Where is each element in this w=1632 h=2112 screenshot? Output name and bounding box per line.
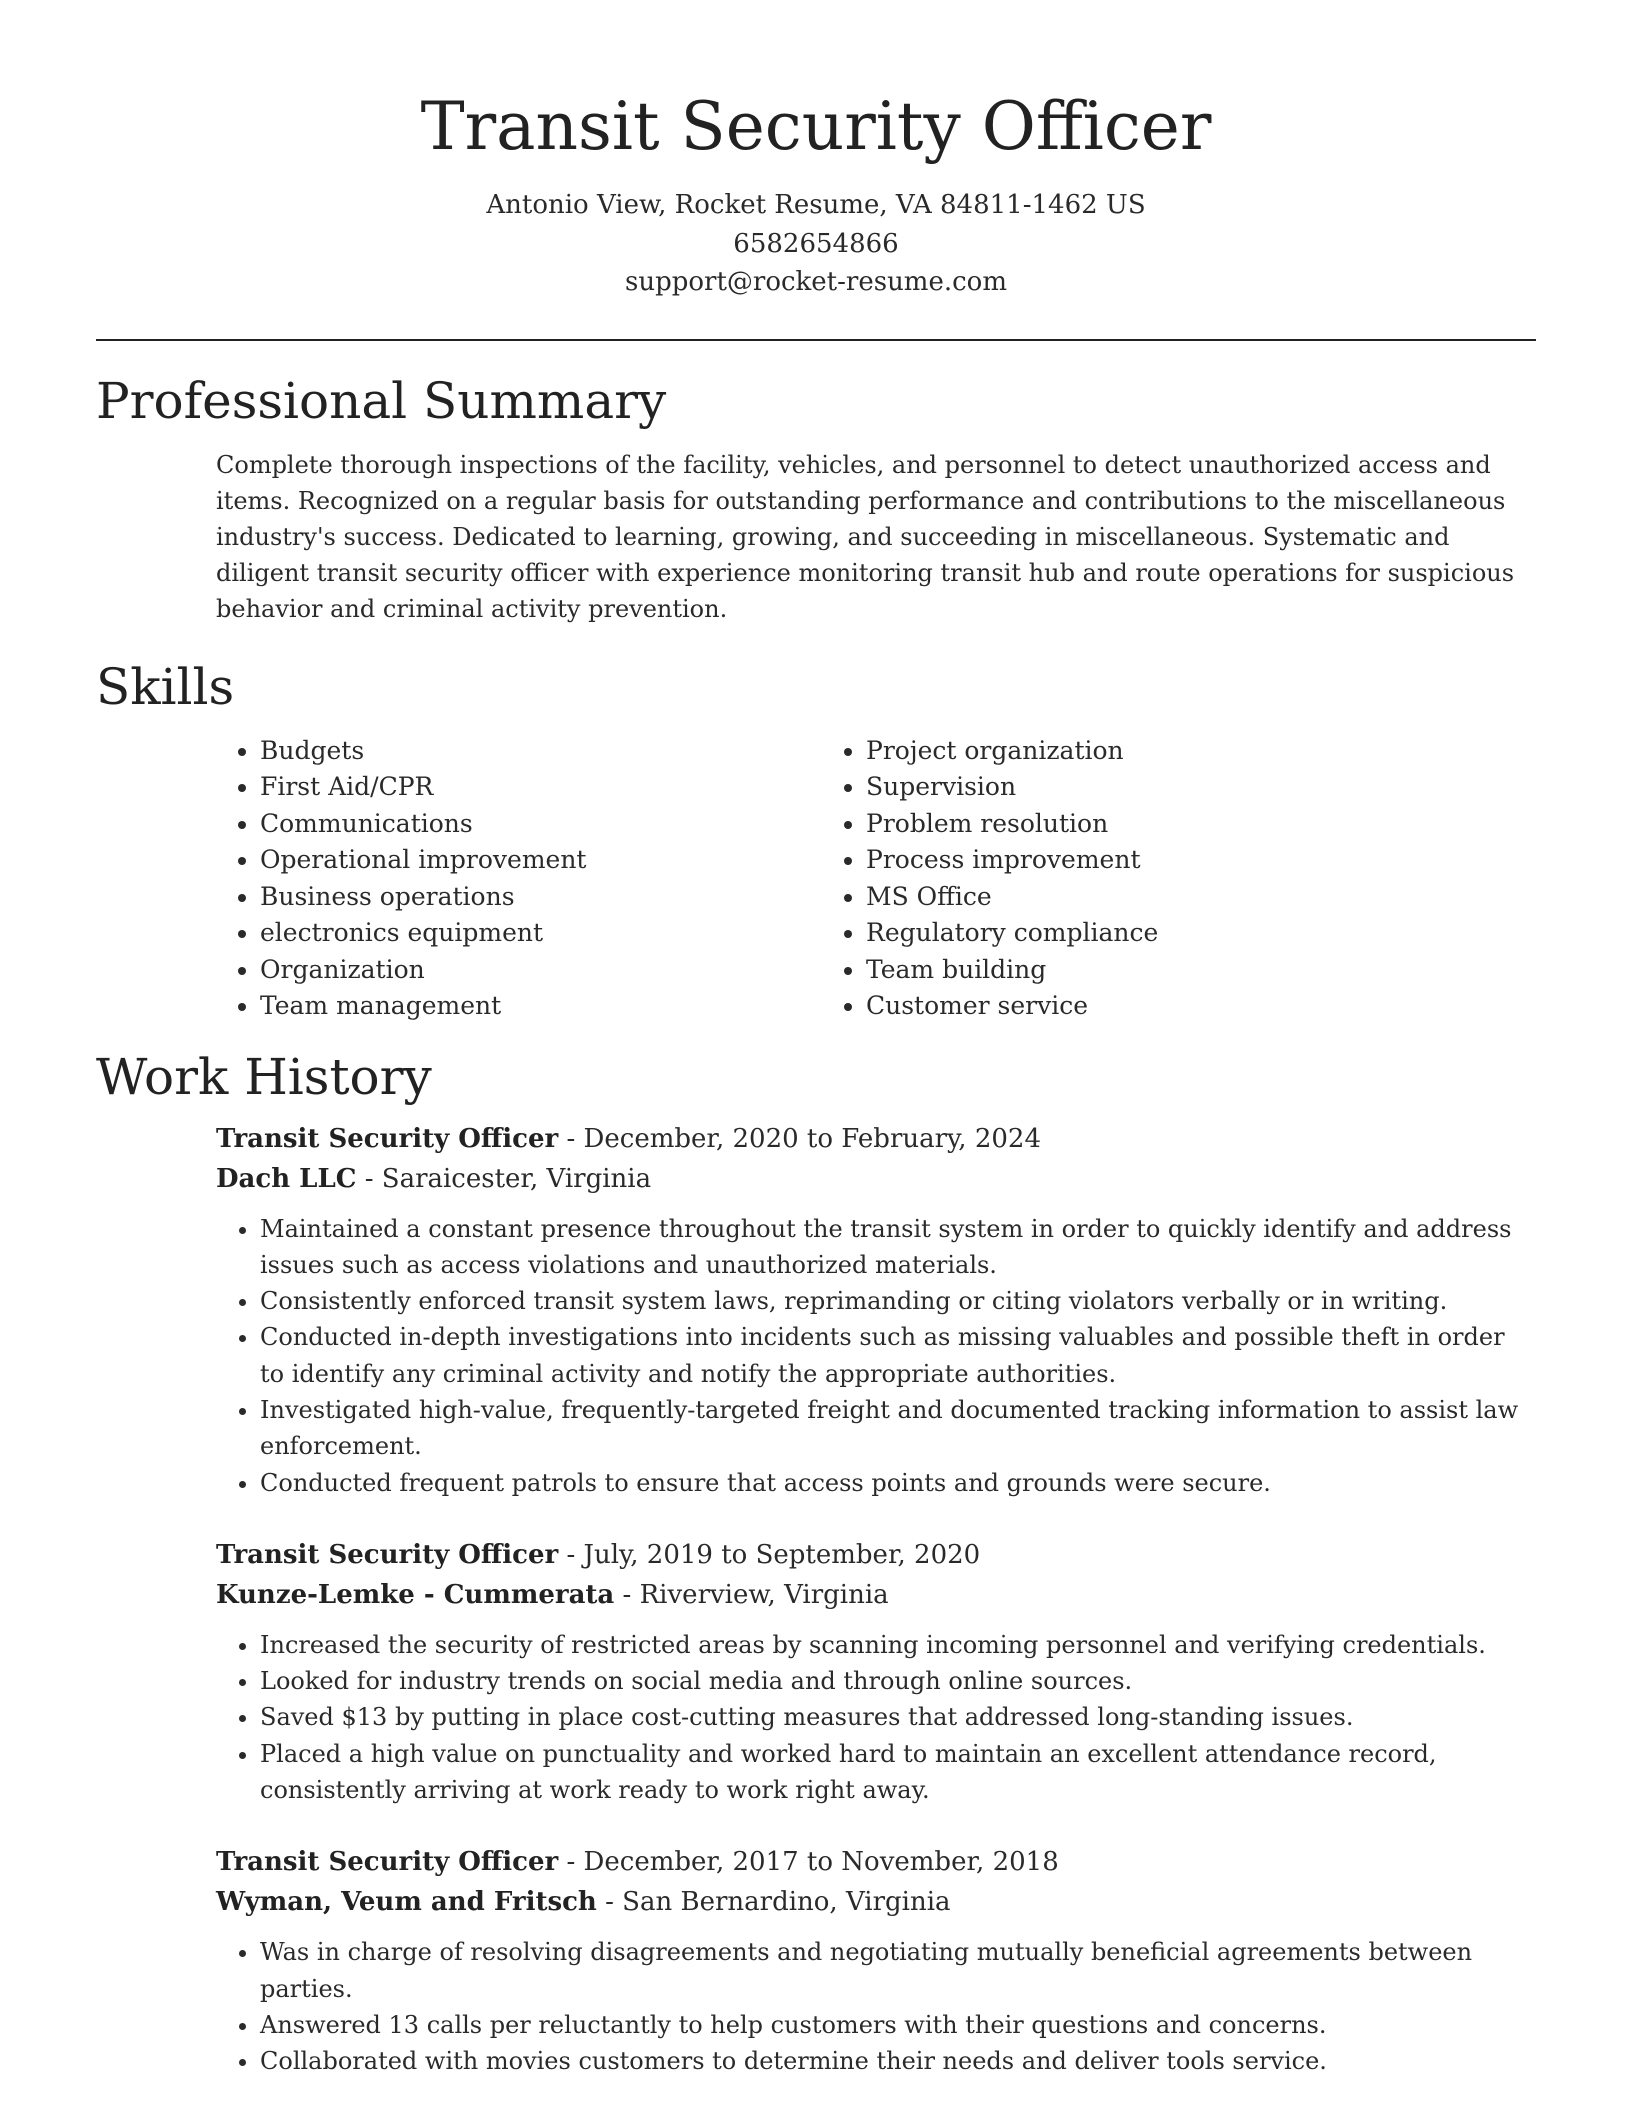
skill-item: • First Aid/CPR xyxy=(260,769,822,806)
job-title: Transit Security Officer xyxy=(216,1123,559,1154)
job-title-line xyxy=(216,1535,1536,1575)
job-company: Wyman, Veum and Fritsch xyxy=(216,1887,597,1918)
job-bullet: • Looked for industry trends on social media and through online sources. xyxy=(260,1663,1536,1699)
skill-item: • Communications xyxy=(260,806,822,843)
contact-address: Antonio View, Rocket Resume, VA 84811-1462 US xyxy=(486,190,1146,220)
job-bullet: • Conducted frequent patrols to ensure that access points and grounds were secure. xyxy=(260,1465,1536,1501)
job-bullet: • Maintained a constant presence throughout the transit system in order to quickly identify and address issues such as access violations and unauthorized materials. xyxy=(260,1211,1536,1284)
job-bullet: • Investigated high-value, frequently-targeted freight and documented tracking information to assist law enforcement. xyxy=(260,1392,1536,1465)
job-bullet: • Increased the security of restricted areas by scanning incoming personnel and verifying credentials. xyxy=(260,1627,1536,1663)
skills-column-left xyxy=(216,733,822,1025)
job-company-line xyxy=(216,1882,1536,1922)
job-entry xyxy=(216,1535,1536,1808)
job-title: Transit Security Officer xyxy=(216,1847,559,1878)
job-bullet: • Saved $13 by putting in place cost-cutting measures that addressed long-standing issues. xyxy=(260,1699,1536,1735)
skill-item: • Budgets xyxy=(260,733,822,770)
skill-item: • Supervision xyxy=(866,769,1536,806)
contact-phone: 6582654866 xyxy=(733,228,899,259)
job-location: - Saraicester, Virginia xyxy=(356,1163,652,1194)
job-location: - San Bernardino, Virginia xyxy=(596,1887,951,1918)
skills-column-right xyxy=(822,733,1536,1025)
summary-heading: Professional Summary xyxy=(96,371,667,430)
contact-info xyxy=(96,186,1536,302)
job-bullets xyxy=(216,1627,1536,1808)
job-bullet: • Placed a high value on punctuality and worked hard to maintain an excellent attendance record, consistently arriving at work ready to work right away. xyxy=(260,1736,1536,1809)
job-location: - Riverview, Virginia xyxy=(614,1579,889,1610)
skill-item: • MS Office xyxy=(866,879,1536,916)
job-dates: - July, 2019 to September, 2020 xyxy=(558,1539,981,1570)
skills-list xyxy=(216,733,1536,1025)
skill-item: • Business operations xyxy=(260,879,822,916)
job-bullet: • Answered 13 calls per reluctantly to help customers with their questions and concerns. xyxy=(260,2007,1536,2043)
job-dates: - December, 2017 to November, 2018 xyxy=(558,1847,1059,1878)
skill-item: • Team management xyxy=(260,988,822,1025)
job-bullet: • Collaborated with movies customers to determine their needs and deliver tools service. xyxy=(260,2043,1536,2079)
skill-item: • electronics equipment xyxy=(260,915,822,952)
job-company: Dach LLC xyxy=(216,1163,357,1194)
contact-email: support@rocket-resume.com xyxy=(624,267,1007,297)
job-company-line xyxy=(216,1159,1536,1199)
job-entry xyxy=(216,1119,1536,1501)
job-title-line xyxy=(216,1842,1536,1882)
skill-item: • Problem resolution xyxy=(866,806,1536,843)
job-bullet: • Conducted in-depth investigations into incidents such as missing valuables and possible theft in order to identify any criminal activity and notify the appropriate authorities. xyxy=(260,1319,1536,1392)
job-bullets xyxy=(216,1934,1536,2079)
skill-item: • Project organization xyxy=(866,733,1536,770)
job-bullets xyxy=(216,1211,1536,1501)
work-history-heading: Work History xyxy=(96,1047,432,1106)
job-company: Kunze-Lemke - Cummerata xyxy=(216,1579,615,1610)
skill-item: • Regulatory compliance xyxy=(866,915,1536,952)
job-bullet: • Consistently enforced transit system laws, reprimanding or citing violators verbally or in writing. xyxy=(260,1283,1536,1319)
skill-item: • Customer service xyxy=(866,988,1536,1025)
job-title: Transit Security Officer xyxy=(216,1539,559,1570)
job-company-line xyxy=(216,1575,1536,1615)
skill-item: • Team building xyxy=(866,952,1536,989)
skill-item: • Process improvement xyxy=(866,842,1536,879)
header-divider xyxy=(96,339,1536,341)
job-title-line xyxy=(216,1119,1536,1159)
skill-item: • Organization xyxy=(260,952,822,989)
candidate-name: Transit Security Officer xyxy=(420,88,1212,165)
summary-text: Complete thorough inspections of the facility, vehicles, and personnel to detect unauthorized access and items. Recognized on a regular basis for outstanding performance and contributions to the miscellaneous industry's success. Dedicated to learning, growing, and succeeding in miscellaneous. Systematic and diligent transit security officer with experience monitoring transit hub and route operations for suspicious behavior and criminal activity prevention. xyxy=(216,450,1515,623)
job-entry xyxy=(216,1842,1536,2079)
resume-header xyxy=(96,0,1536,302)
job-dates: - December, 2020 to February, 2024 xyxy=(558,1123,1041,1154)
job-bullet: • Was in charge of resolving disagreements and negotiating mutually beneficial agreements between parties. xyxy=(260,1934,1536,2007)
skill-item: • Operational improvement xyxy=(260,842,822,879)
skills-heading: Skills xyxy=(96,657,235,716)
